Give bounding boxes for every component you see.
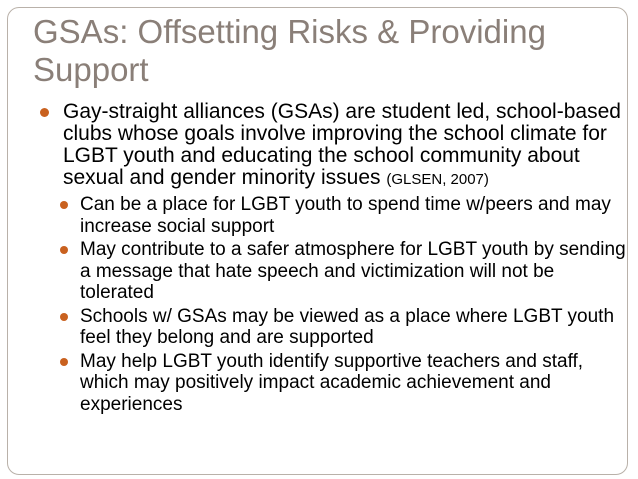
main-bullet-text: Gay-straight alliances (GSAs) are student led, school-based clubs whose goals involve improving the school climate for LGBT youth and educating the school community about sexual and gender minority issues <box>63 100 621 189</box>
slide-content <box>40 101 630 415</box>
sub-bullet-text: Can be a place for LGBT youth to spend time w/peers and may increase social support <box>80 194 611 237</box>
sub-bullet <box>60 351 630 416</box>
sub-bullet-text: Schools w/ GSAs may be viewed as a place where LGBT youth feel they belong and are supported <box>80 305 615 348</box>
bullet-icon <box>40 108 49 117</box>
bullet-icon <box>60 313 68 321</box>
sub-bullet-text: May help LGBT youth identify supportive teachers and staff, which may positively impact academic achievement and experiences <box>80 350 584 415</box>
bullet-icon <box>60 358 68 366</box>
bullet-icon <box>60 201 68 209</box>
slide-title: GSAs: Offsetting Risks & Providing Support <box>33 13 546 88</box>
sub-bullet <box>60 239 630 304</box>
sub-bullet <box>60 306 630 349</box>
main-bullet <box>40 101 630 191</box>
bullet-icon <box>60 246 68 254</box>
sub-bullet <box>60 194 630 237</box>
citation: (GLSEN, 2007) <box>386 171 489 188</box>
sub-bullet-text: May contribute to a safer atmosphere for LGBT youth by sending a message that hate speech and victimization will not be tolerated <box>80 239 626 303</box>
